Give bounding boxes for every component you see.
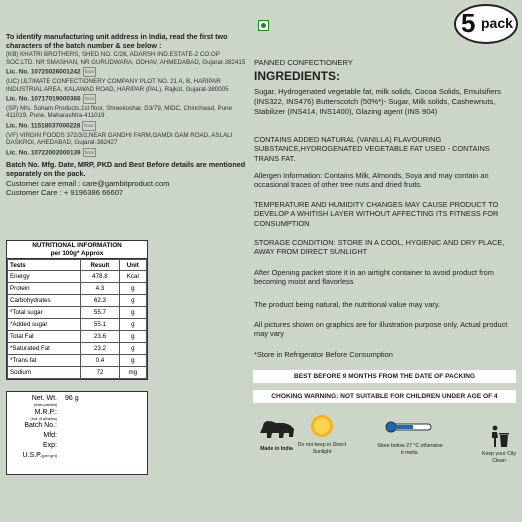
keep-clean-label: Keep your City Clean <box>481 451 517 464</box>
batch-note: Batch No. Mfg. Date, MRP, PKD and Best Before details are mentioned separately on the pack. <box>6 160 246 179</box>
refrigerator-note: *Store in Refrigerator Before Consumption <box>254 350 393 359</box>
address-text: (SP) M/s. Soham Products,1st floor, Shreekoshar, D3/79, MIDC, Chinchwad, Pune 411019, Pune, Maharashtra-411019 <box>6 104 232 120</box>
best-before-banner: BEST BEFORE 9 MONTHS FROM THE DATE OF PACKING <box>253 370 516 383</box>
storage-text: STORAGE CONDITION: STORE IN A COOL, HYGIENIC AND DRY PLACE, AWAY FROM DIRECT SUNLIGHT <box>254 238 505 257</box>
fssai-logo: fssai <box>83 67 96 77</box>
address-entry-uc <box>6 78 248 104</box>
sun-icon <box>308 412 336 440</box>
net-weight-sub: (when packed) <box>34 403 57 407</box>
pack-info-box <box>6 391 148 475</box>
net-weight-row <box>7 394 147 408</box>
batch-label: Batch No.: <box>24 422 57 429</box>
address-heading: To identify manufacturing unit address in India, read the first two characters of the batch number & see below : <box>6 32 228 50</box>
nutrition-title: NUTRITIONAL INFORMATION <box>32 242 122 249</box>
made-in-india-icon <box>257 415 297 443</box>
address-text: (VF) VIRGIN FOODS 372/3/2,NEAR GANDHI FARM,GAMDI GAM ROAD, ASLALI DASKROI, AHEDABAD, Gujarat-382427 <box>6 131 233 147</box>
nutrition-row: *Added sugar 55.1 g <box>8 319 147 331</box>
address-entry-sp <box>6 105 248 131</box>
address-entry-kb <box>6 51 248 77</box>
customer-care-email: Customer care email : care@gambitproduct.com <box>6 178 170 188</box>
allergen-text: Allergen Information: Contains Milk, Almonds, Soya and may contain an occasional traces of other tree nuts and dried fruits. <box>254 171 489 190</box>
thermometer-icon <box>385 415 435 441</box>
exp-label: Exp: <box>42 442 57 449</box>
made-in-india-label: Made in India <box>260 446 293 453</box>
nutrition-row: Carbohydrates 62.3 g <box>8 295 147 307</box>
ingredients-text: Sugar, Hydrogenated vegetable fat, milk solids, Cocoa Solids, Emulsifiers (INS322, INS476) Butterscotch (50%*)- Sugar, Milk solids, Cashewnuts, Stabilizer (INS414, INS1400), Glazing agent (INS 904) <box>254 87 501 116</box>
pack-count-word: pack <box>481 15 513 31</box>
batch-row <box>7 421 147 431</box>
storage-temperature-label: Store below 27 °C otherwise it melts. <box>377 443 443 456</box>
choking-warning-banner: CHOKING WARNING: NOT SUITABLE FOR CHILDREN UNDER AGE OF 4 <box>253 390 516 403</box>
nutrition-row: Protein 4.3 g <box>8 283 147 295</box>
icons-row <box>254 410 518 510</box>
address-text: (UC) ULTIMATE CONFECTIONERY COMPANY PLOT NO. 21 A, B, HARIPAR INDUSTRIAL AREA, KALAWAD ROAD, HARIPAR (PAL), Rajkot, Gujarat-380005 <box>6 77 229 93</box>
mfd-label: Mfd: <box>43 432 57 439</box>
keep-clean <box>479 425 519 464</box>
nutrition-row: Sodium 72 mg <box>8 367 147 379</box>
no-sunlight <box>294 412 350 455</box>
exp-row <box>7 441 147 451</box>
pack-count-number: 5 <box>461 8 476 38</box>
contains-text: CONTAINS ADDED NATURAL (VANILLA) FLAVOURING SUBSTANCE,HYDROGENATED VEGETABLE FAT USED - CONTAINS TRANS FAT. <box>254 135 490 163</box>
veg-mark-icon <box>258 20 269 31</box>
address-entry-vf <box>6 132 248 158</box>
address-text: (KB) KHATRI BROTHERS, SHED NO. C/26, ADARSH IND.ESTATE-2 CO.OP SOC.LTD. NR SMASHAN, NR GURUDWARA, ODHAV, AHMEDABAD, Gujarat-382415 <box>6 51 246 66</box>
mrp-row <box>7 408 147 422</box>
temperature-text: TEMPERATURE AND HUMIDITY CHANGES MAY CAUSE PRODUCT TO DEVELOP A WHITISH LAYER WITHOUT AFFECTING ITS FITNESS FOR CONSUMPTION <box>254 200 499 228</box>
ingredients-title: INGREDIENTS: <box>254 69 341 83</box>
mrp-label: M.R.P.: <box>34 408 57 416</box>
usp-row <box>7 451 147 461</box>
storage-temperature <box>376 415 444 456</box>
net-weight-label: Net. Wt. <box>31 395 57 402</box>
license-number: Lic. No. 10717019000366 <box>6 95 81 103</box>
made-in-india <box>254 415 299 453</box>
net-weight-value: 96 g <box>65 395 79 402</box>
license-number: Lic. No. 11518037000228 <box>6 122 81 130</box>
usp-sub: (per gm) <box>41 453 57 458</box>
after-opening-text: After Opening packet store it in an airtight container to avoid product from becoming moist and flavorless <box>254 268 494 287</box>
pack-count-badge <box>450 2 520 46</box>
nutrition-table <box>6 240 148 380</box>
nutrition-row: Energy 478.8 Kcal <box>8 271 147 283</box>
nutrition-subtitle: per 100g* Approx <box>50 249 104 257</box>
fssai-logo: fssai <box>83 148 96 158</box>
customer-care-phone: Customer Care : + 9196386 66607 <box>6 188 124 198</box>
address-section <box>6 33 248 198</box>
product-type: PANNED CONFECTIONERY <box>254 58 353 67</box>
mrp-sub: (Incl. of all taxes) <box>30 416 57 421</box>
nutrition-header-row: Tests Result Unit <box>8 260 147 271</box>
natural-note: The product being natural, the nutritional value may vary. <box>254 300 440 309</box>
dustbin-icon <box>488 425 510 449</box>
nutrition-row: *Total sugar 55.7 g <box>8 307 147 319</box>
fssai-logo: fssai <box>82 121 95 131</box>
no-sunlight-label: Do not keep in Direct Sunlight <box>297 442 347 455</box>
license-number: Lic. No. 10725026001242 <box>6 68 81 76</box>
usp-label: U.S.P. <box>22 452 42 459</box>
nutrition-row: Total Fat 23.6 g <box>8 331 147 343</box>
nutrition-row: *Trans fat 0.4 g <box>8 355 147 367</box>
license-number: Lic. No. 10722002000139 <box>6 149 81 157</box>
mfd-row <box>7 431 147 441</box>
pictures-note: All pictures shown on graphics are for illustration purpose only, Actual product may vary <box>254 320 508 339</box>
fssai-logo: fssai <box>83 94 96 104</box>
nutrition-row: *Saturated Fat 23.2 g <box>8 343 147 355</box>
